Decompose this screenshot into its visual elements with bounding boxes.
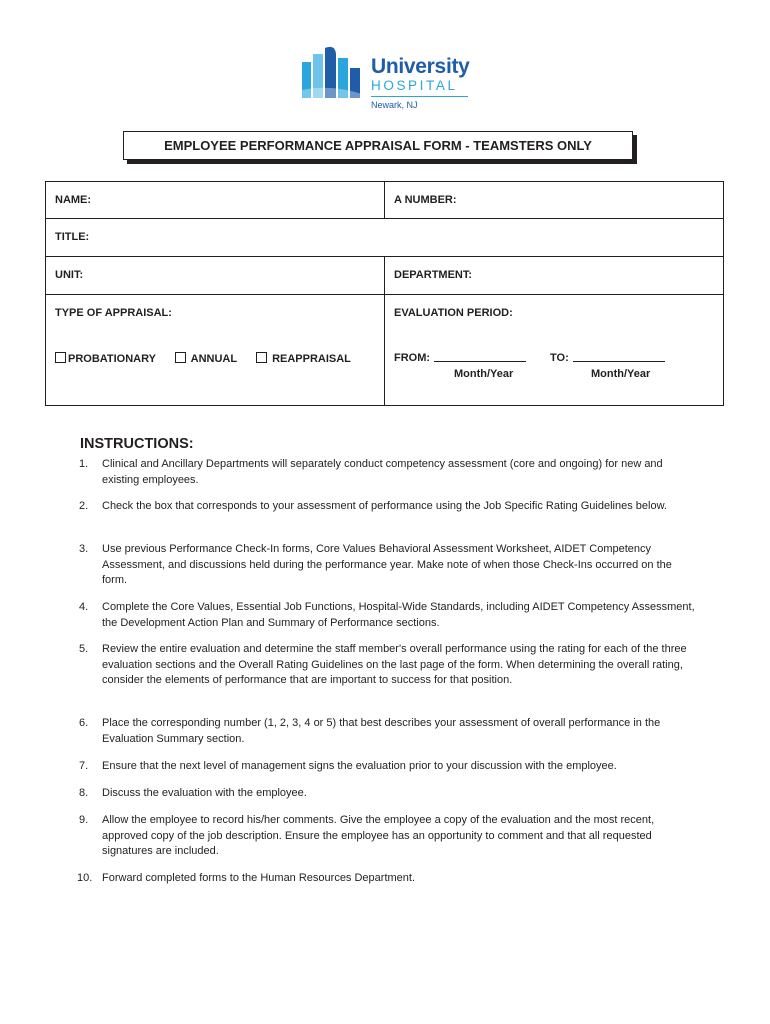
annual-checkbox[interactable] bbox=[175, 352, 186, 363]
title-field[interactable] bbox=[46, 219, 723, 256]
type-of-appraisal-section bbox=[46, 295, 385, 405]
to-label: TO: bbox=[550, 352, 569, 364]
logo-mark-icon bbox=[300, 44, 368, 100]
reappraisal-checkbox[interactable] bbox=[256, 352, 267, 363]
probationary-label: PROBATIONARY bbox=[68, 353, 156, 365]
item-text: Discuss the evaluation with the employee. bbox=[102, 787, 307, 799]
type-of-appraisal-label: TYPE OF APPRAISAL: bbox=[55, 307, 172, 319]
reappraisal-label: REAPPRAISAL bbox=[272, 353, 351, 365]
employee-info-table bbox=[45, 181, 724, 406]
item-text: Ensure that the next level of management signs the evaluation prior to your discussion with the employee. bbox=[102, 760, 617, 772]
probationary-option[interactable] bbox=[55, 352, 156, 365]
item-number: 8. bbox=[79, 787, 89, 799]
probationary-checkbox[interactable] bbox=[55, 352, 66, 363]
form-title: EMPLOYEE PERFORMANCE APPRAISAL FORM - TEAMSTERS ONLY bbox=[123, 131, 633, 160]
unit-label: UNIT: bbox=[55, 269, 84, 281]
table-row bbox=[46, 182, 723, 219]
table-row bbox=[46, 257, 723, 295]
item-number: 1. bbox=[79, 458, 89, 470]
item-text: Clinical and Ancillary Departments will separately conduct competency assessment (core and ongoing) for new and existing employees. bbox=[102, 458, 663, 486]
unit-field[interactable] bbox=[46, 257, 385, 294]
department-label: DEPARTMENT: bbox=[394, 269, 473, 281]
from-label: FROM: bbox=[394, 352, 431, 364]
logo-university-text: University bbox=[371, 55, 470, 78]
university-hospital-logo bbox=[300, 44, 475, 116]
item-text: Place the corresponding number (1, 2, 3, 4 or 5) that best describes your assessment of overall performance in the Evaluation Summary section. bbox=[102, 717, 661, 745]
item-number: 3. bbox=[79, 543, 89, 555]
logo-hospital-text: HOSPITAL bbox=[371, 78, 468, 97]
department-field[interactable] bbox=[385, 257, 723, 294]
name-field[interactable] bbox=[46, 182, 385, 218]
to-month-year-hint: Month/Year bbox=[591, 368, 651, 380]
to-input-line[interactable] bbox=[573, 361, 665, 362]
logo-location-text: Newark, NJ bbox=[371, 100, 418, 110]
item-text: Check the box that corresponds to your assessment of performance using the Job Specific Rating Guidelines below. bbox=[102, 500, 667, 512]
item-number: 6. bbox=[79, 717, 89, 729]
reappraisal-option[interactable] bbox=[256, 352, 351, 365]
instructions-heading: INSTRUCTIONS: bbox=[80, 436, 194, 452]
item-number: 10. bbox=[77, 872, 93, 884]
a-number-label: A NUMBER: bbox=[394, 194, 457, 206]
from-month-year-hint: Month/Year bbox=[454, 368, 514, 380]
item-text: Forward completed forms to the Human Resources Department. bbox=[102, 872, 416, 884]
a-number-field[interactable] bbox=[385, 182, 723, 218]
table-row bbox=[46, 219, 723, 257]
period-from-field[interactable] bbox=[394, 352, 526, 364]
from-input-line[interactable] bbox=[434, 361, 526, 362]
table-row bbox=[46, 295, 723, 405]
item-number: 4. bbox=[79, 601, 89, 613]
item-number: 5. bbox=[79, 643, 89, 655]
item-text: Use previous Performance Check-In forms, Core Values Behavioral Assessment Worksheet, AIDET Competency Assessment, and discussions held during the performance year. Make note of when those Check-Ins occurred on the form. bbox=[102, 543, 672, 586]
item-number: 9. bbox=[79, 814, 89, 826]
name-label: NAME: bbox=[55, 194, 92, 206]
item-number: 2. bbox=[79, 500, 89, 512]
title-label: TITLE: bbox=[55, 231, 90, 243]
period-to-field[interactable] bbox=[550, 352, 665, 364]
evaluation-period-label: EVALUATION PERIOD: bbox=[394, 307, 513, 319]
item-text: Review the entire evaluation and determine the staff member's overall performance using the rating for each of the three evaluation sections and the Overall Rating Guidelines on the last page of the form. When determining the overall rating, consider the elements of performance that are important to success for that position. bbox=[102, 643, 687, 686]
evaluation-period-section bbox=[385, 295, 723, 405]
annual-label: ANNUAL bbox=[190, 353, 238, 365]
annual-option[interactable] bbox=[175, 352, 237, 365]
item-text: Complete the Core Values, Essential Job Functions, Hospital-Wide Standards, including AIDET Competency Assessment, the Development Action Plan and Summary of Performance sections. bbox=[102, 601, 695, 629]
item-number: 7. bbox=[79, 760, 89, 772]
item-text: Allow the employee to record his/her comments. Give the employee a copy of the evaluation and the most recent, approved copy of the job description. Ensure the employee has an opportunity to comment and that all requested signatures are included. bbox=[102, 814, 655, 857]
